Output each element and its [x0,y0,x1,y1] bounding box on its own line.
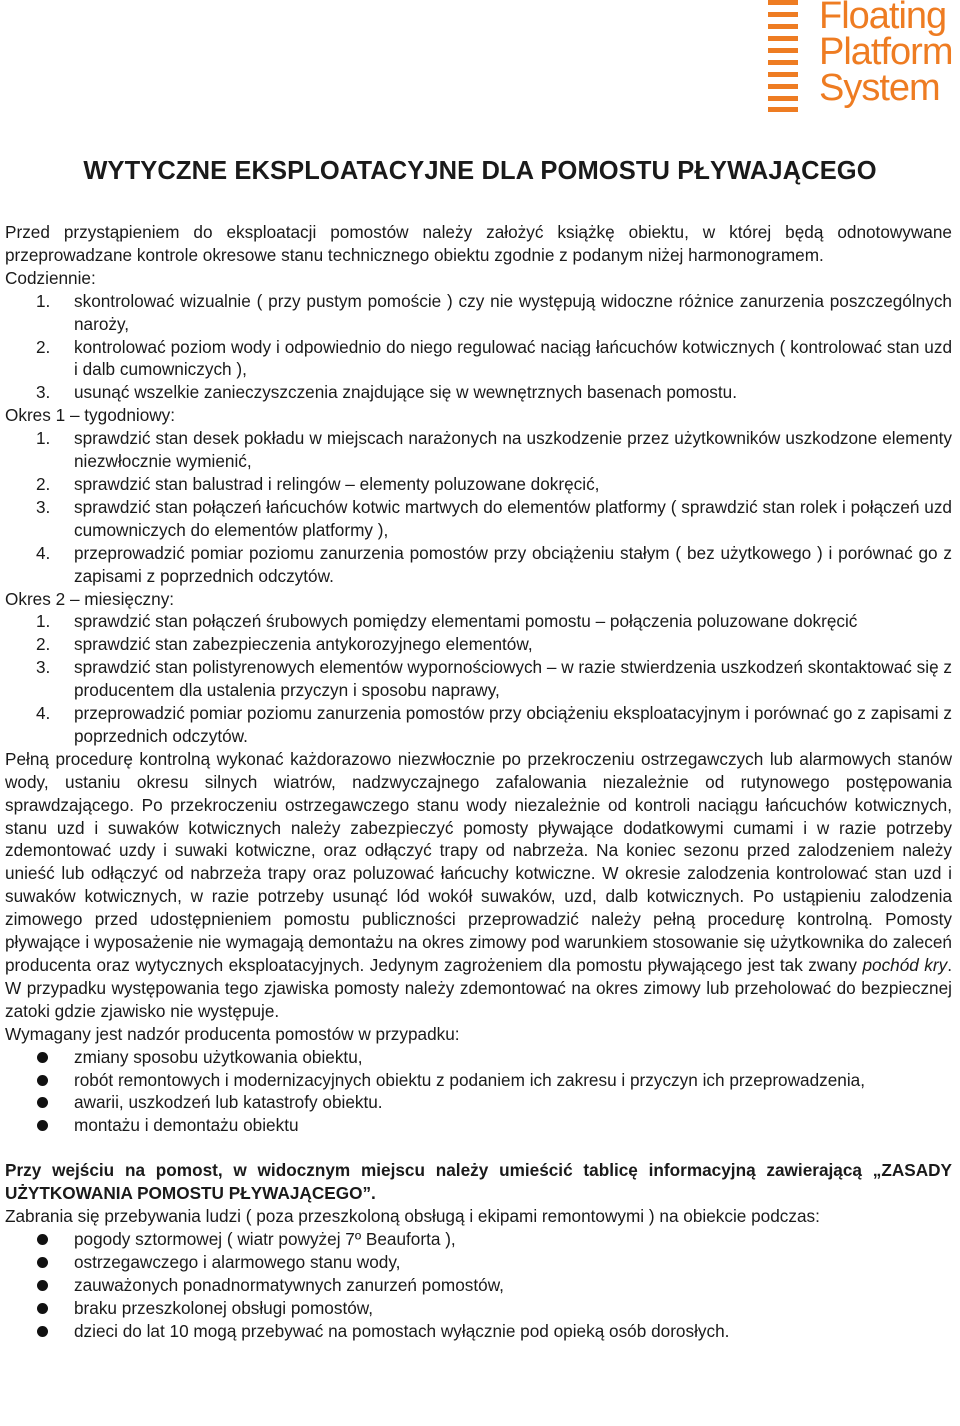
bullet-item: zauważonych ponadnormatywnych zanurzeń pomostów, [5,1274,952,1297]
supervision-list [5,1046,952,1138]
list-item: 3. sprawdzić stan połączeń łańcuchów kotwic martwych do elementów platformy ( sprawdzić stan rolek i połączeń uzd cumowniczych do elementów platformy ), [36,496,952,540]
bullet-item: ostrzegawczego i alarmowego stanu wody, [5,1251,952,1274]
logo-line: Platform [819,31,953,73]
monthly-heading: Okres 2 – miesięczny: [5,588,175,609]
list-item: 2. sprawdzić stan zabezpieczenia antykorozyjnego elementów, [36,634,533,655]
list-item: 4. przeprowadzić pomiar poziomu zanurzenia pomostów przy obciążeniu stałym ( bez użytkowego ) i porównać go z zapisami z poprzednich odczytów. [36,542,952,586]
monthly-list [5,610,952,747]
bullet-item: montażu i demontażu obiektu [5,1114,952,1137]
prohibition-list [5,1228,952,1343]
list-item: 1. skontrolować wizualnie ( przy pustym pomoście ) czy nie występują widoczne różnice zanurzenia poszczególnych naroży, [36,290,952,334]
procedure-paragraph: Pełną procedurę kontrolną wykonać każdorazowo niezwłocznie po przekroczeniu ostrzegawczych lub alarmowych stanów wody, ustaniu okresu silnych wiatrów, nadzwyczajnego zafalowania niezależnie od rutynowego postępowania sprawdzającego. Po przekroczeniu ostrzegawczego stanu wody niezależnie od kontroli naciągu łańcuchów kotwicznych, stanu uzd i suwaków kotwicznych należy zabezpieczyć pomosty pływające dodatkowymi cumami i w razie potrzeby zdemontować uzdy i suwaki kotwiczne, oraz odłączyć trapy od nabrzeża. Na koniec sezonu przed zalodzeniem należy unieść lub odłączyć od nabrzeża trapy oraz poluzować łańcuchy kotwiczne. W okresie zalodzenia kontrolować stan uzd i suwaków kotwicznych, w razie potrzeby usunąć lód wokół suwaków, uzd, dalb kotwicznych. Po ustąpieniu zalodzenia zimowego przed udostępnieniem pomostu publiczności przeprowadzić należy pełną procedurę kontrolną. Pomosty pływające i wyposażenie nie wymagają demontażu na okres zimowy pod warunkiem stosowanie się użytkownika do zaleceń producenta oraz wytycznych eksploatacyjnych. Jedynym zagrożeniem dla pomostu pływającego jest tak zwany pochód kry. W przypadku występowania tego zjawiska pomosty należy zdemontować na okres zimowy lub przeholować do bezpiecznej zatoki gdzie zjawisko nie występuje. [5,748,952,1021]
bullet-item: robót remontowych i modernizacyjnych obiektu z podaniem ich zakresu i przyczyn ich przeprowadzenia, [5,1069,952,1092]
bullet-icon [5,1228,74,1251]
bullet-icon [5,1297,74,1320]
list-item: 2. sprawdzić stan balustrad i relingów – elementy poluzowane dokręcić, [36,473,600,494]
daily-heading: Codziennie: [5,267,96,288]
daily-list [5,290,952,405]
bullet-icon [5,1114,74,1137]
intro-paragraph: Przed przystąpieniem do eksploatacji pomostów należy założyć książkę obiektu, w której będą odnotowywane przeprowadzane kontrole okresowe stanu technicznego obiektu zgodnie z podanym niżej harmonogramem. [5,222,952,265]
list-item: 3. usunąć wszelkie zanieczyszczenia znajdujące się w wewnętrznych basenach pomostu. [36,382,738,403]
bullet-icon [5,1069,74,1092]
document-title: WYTYCZNE EKSPLOATACYJNE DLA POMOSTU PŁYWAJĄCEGO [83,157,877,185]
bullet-icon [5,1274,74,1297]
bullet-icon [5,1251,74,1274]
bullet-icon [5,1320,74,1343]
logo-wordmark [819,0,953,109]
logo-line: System [819,67,940,109]
logo-line: Floating [819,0,947,37]
bullet-item: zmiany sposobu użytkowania obiektu, [5,1046,952,1069]
company-logo [768,0,958,112]
bullet-item: dzieci do lat 10 mogą przebywać na pomostach wyłącznie pod opieką osób dorosłych. [5,1320,952,1343]
list-item: 3. sprawdzić stan polistyrenowych elementów wypornościowych – w razie stwierdzenia uszkodzeń skontaktować się z producentem dla ustalenia przyczyn i sposobu naprawy, [36,657,952,701]
bullet-icon [5,1046,74,1069]
list-item: 1. sprawdzić stan połączeń śrubowych pomiędzy elementami pomostu – połączenia poluzowane dokręcić [36,611,858,632]
list-item: 4. przeprowadzić pomiar poziomu zanurzenia pomostów przy obciążeniu eksploatacyjnym i porównać go z zapisami z poprzednich odczytów. [36,703,952,746]
weekly-heading: Okres 1 – tygodniowy: [5,405,176,426]
bullet-item: pogody sztormowej ( wiatr powyżej 7º Beauforta ), [5,1228,952,1251]
weekly-list [5,427,952,587]
prohibition-heading: Zabrania się przebywania ludzi ( poza przeszkoloną obsługą i ekipami remontowymi ) na obiekcie podczas: [5,1206,820,1227]
supervision-heading: Wymagany jest nadzór producenta pomostów w przypadku: [5,1023,460,1044]
bullet-item: braku przeszkolonej obsługi pomostów, [5,1297,952,1320]
list-item: 2. kontrolować poziom wody i odpowiednio do niego regulować naciąg łańcuchów kotwicznych ( kontrolować stan uzd i dalb cumowniczych ), [36,336,952,380]
vertical-bar-logo-icon [768,0,798,112]
document-body [5,221,952,1343]
bullet-icon [5,1091,74,1114]
list-item: 1. sprawdzić stan desek pokładu w miejscach narażonych na uszkodzenie przez użytkowników uszkodzone elementy niezwłocznie wymienić, [36,428,952,472]
bullet-item: awarii, uszkodzeń lub katastrofy obiektu. [5,1091,952,1114]
entrance-notice: Przy wejściu na pomost, w widocznym miejscu należy umieścić tablicę informacyjną zawierającą „ZASADY UŻYTKOWANIA POMOSTU PŁYWAJĄCEGO”. [5,1160,952,1204]
